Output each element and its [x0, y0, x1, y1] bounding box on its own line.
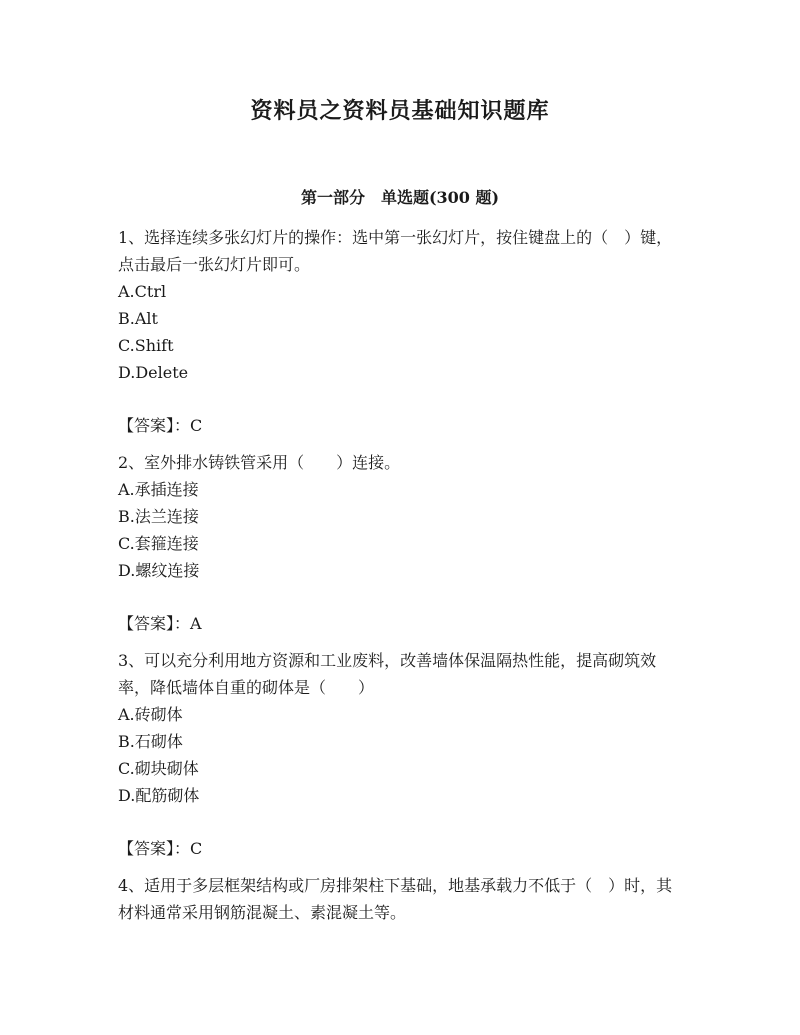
question-stem: 3、可以充分利用地方资源和工业废料，改善墙体保温隔热性能，提高砌筑效率，降低墙体自重的砌体是（ ） [118, 651, 657, 697]
option-b: B.法兰连接 [118, 507, 199, 526]
option-b: B.石砌体 [118, 732, 183, 751]
option-d: D.配筋砌体 [118, 786, 200, 805]
option-d: D.Delete [118, 363, 189, 382]
answer: 【答案】：A [118, 614, 202, 633]
option-c: C.Shift [118, 336, 174, 355]
answer: 【答案】：C [118, 839, 203, 858]
option-a: A.承插连接 [118, 480, 199, 499]
question-stem: 4、适用于多层框架结构或厂房排架柱下基础，地基承载力不低于（ ）时，其材料通常采用钢筋混凝土、素混凝土等。 [118, 876, 673, 922]
question-2 [118, 449, 688, 637]
answer: 【答案】：C [118, 416, 203, 435]
question-3 [118, 647, 688, 862]
option-a: A.Ctrl [118, 282, 167, 301]
question-stem: 1、选择连续多张幻灯片的操作：选中第一张幻灯片，按住键盘上的（ ）键，点击最后一张幻灯片即可。 [118, 228, 673, 274]
option-a: A.砖砌体 [118, 705, 183, 724]
section-title: 第一部分 单选题(300 题) [300, 188, 500, 207]
option-d: D.螺纹连接 [118, 561, 200, 580]
question-4 [118, 872, 688, 926]
question-list [118, 224, 688, 936]
document-title: 资料员之资料员基础知识题库 [250, 98, 550, 124]
question-1 [118, 224, 688, 439]
option-c: C.套箍连接 [118, 534, 199, 553]
option-b: B.Alt [118, 309, 158, 328]
question-stem: 2、室外排水铸铁管采用（ ）连接。 [118, 453, 401, 472]
option-c: C.砌块砌体 [118, 759, 199, 778]
